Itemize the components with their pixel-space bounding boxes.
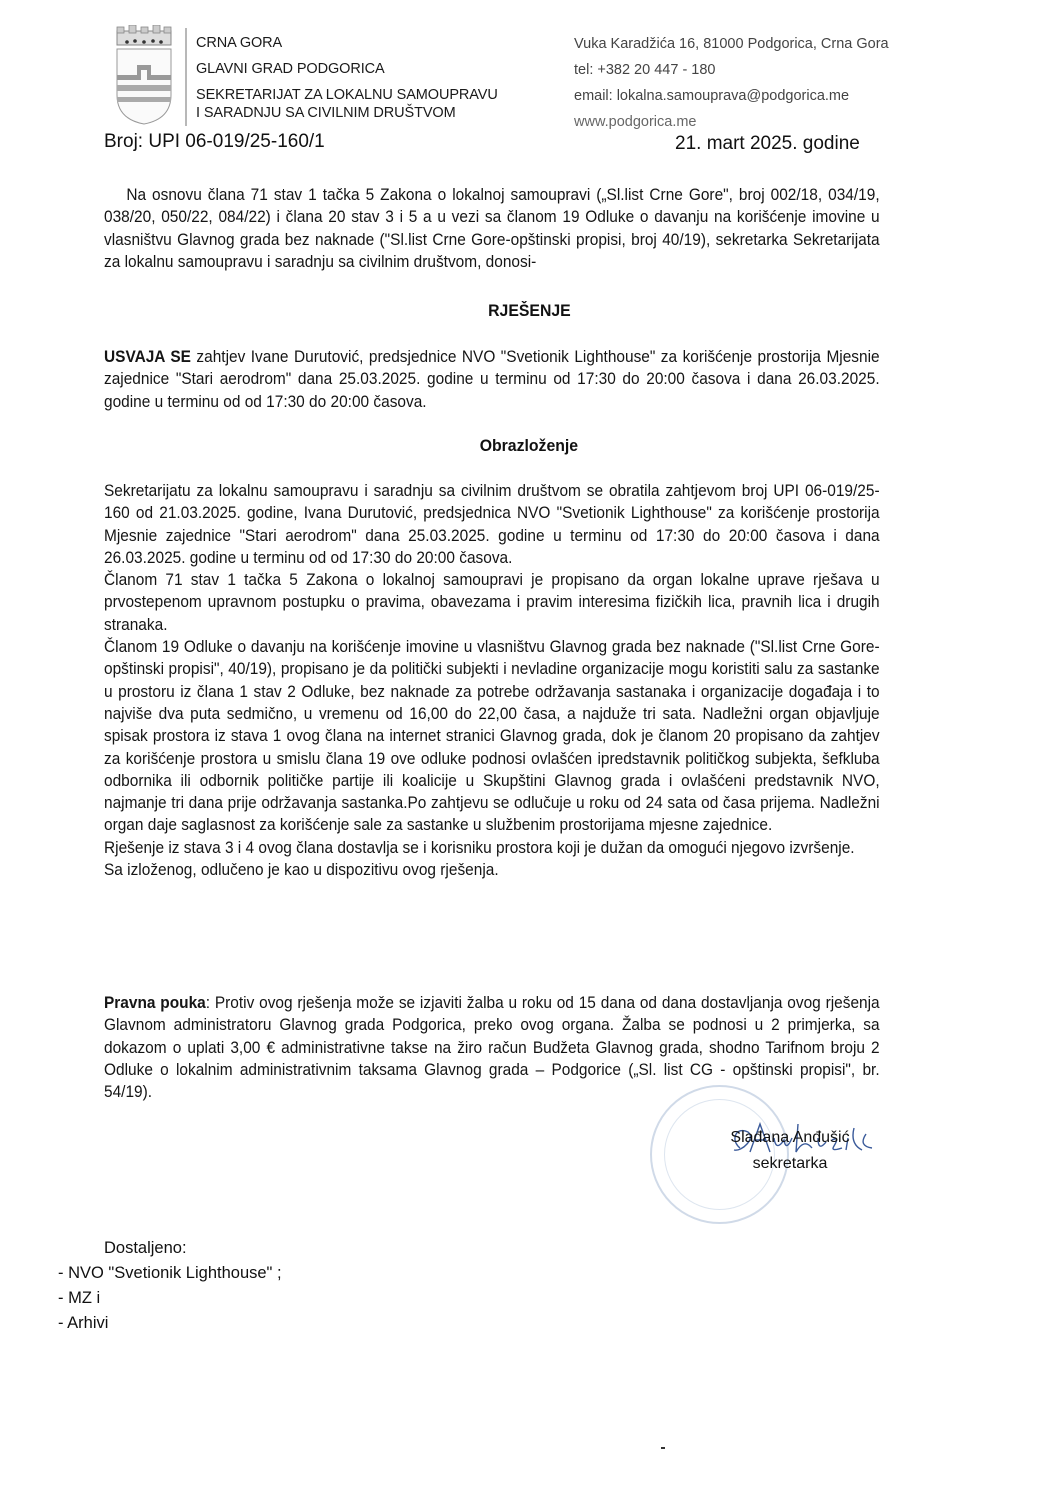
reasoning-paragraph-2: Članom 71 stav 1 tačka 5 Zakona o lokalnoj samoupravi je propisano da organ lokalne uprave rješava u prvostepenom upravnom postupku o pravima, obavezama i pravim interesima fizičkih lica, pravnih lica i drugih stranaka. (104, 570, 880, 634)
reasoning-title: Obrazloženje (479, 436, 579, 455)
preamble (104, 184, 880, 273)
distribution-item: - MZ i (58, 1289, 101, 1307)
legal-notice-text (104, 992, 880, 1103)
signatory-role: sekretarka (752, 1155, 828, 1172)
reference-number: Broj: UPI 06-019/25-160/1 (104, 131, 325, 152)
signature-block (700, 1125, 880, 1177)
reasoning-section (104, 480, 880, 881)
reasoning-paragraph-5: Sa izloženog, odlučeno je kao u dispozitivu ovog rješenja. (104, 860, 499, 880)
preamble-text: Na osnovu člana 71 stav 1 tačka 5 Zakona o lokalnoj samoupravi („Sl.list Crne Gore", broj 002/18, 034/19, 038/20, 050/22, 084/22) i člana 20 stav 3 i 5 a u vezi sa članom 19 Odluke o davanju na korišćenje imovine u vlasništvu Glavnog grada bez naknade ("Sl.list Crne Gore-opštinski propisi, broj 40/19), sekretarka Sekretarijata za lokalnu samoupravu i saradnju sa civilnim društvom, donosi- (104, 185, 880, 271)
signatory-name: Slađana Anđušić (730, 1129, 850, 1146)
decision-body: zahtjev Ivane Durutović, predsjednice NVO "Svetionik Lighthouse" za korišćenje prostorija Mjesnie zajednice "Stari aerodrom" dana 25.03.2025. godine u terminu od 17:30 do 20:00 časova i dana 26.03.2025. godine u terminu od od 17:30 do 20:00 časova. (104, 347, 880, 411)
country-name: CRNA GORA (196, 35, 283, 51)
email[interactable]: email: lokalna.samouprava@podgorica.me (574, 88, 850, 104)
website[interactable]: www.podgorica.me (574, 114, 697, 130)
city-name: GLAVNI GRAD PODGORICA (196, 61, 385, 77)
decision-lead: USVAJA SE (104, 347, 191, 366)
document-date: 21. mart 2025. godine (675, 133, 860, 154)
decision-title: RJEŠENJE (487, 301, 571, 320)
distribution-item: - Arhivi (58, 1314, 109, 1332)
secretariat-name-line1: SEKRETARIJAT ZA LOKALNU SAMOUPRAVU (196, 87, 498, 103)
reasoning-paragraph-1: Sekretarijatu za lokalnu samoupravu i saradnju sa civilnim društvom se obratila zahtjevom broj UPI 06-019/25-160 od 21.03.2025. godine, Ivana Durutović, predsjednica NVO "Svetionik Lighthouse" za korišćenje prostorija Mjesnie zajednice "Stari aerodrom" dana 25.03.2025. godine u terminu od 17:30 do 20:00 časova i dana 26.03.2025. godine u terminu od od 17:30 do 20:00 časova. (104, 481, 880, 567)
phone: tel: +382 20 447 - 180 (574, 62, 716, 78)
letterhead-divider (185, 28, 187, 126)
legal-notice (104, 992, 880, 1103)
distribution-heading: Dostaljeno: (104, 1239, 187, 1257)
address: Vuka Karadžića 16, 81000 Podgorica, Crna Gora (574, 36, 889, 52)
reasoning-paragraph-4: Rješenje iz stava 3 i 4 ovog člana dostavlja se i korisniku prostora koji je dužan da omogući njegovo izvršenje. (104, 837, 855, 857)
decision-text (104, 346, 880, 413)
distribution-list (58, 1236, 282, 1336)
distribution-item: - NVO "Svetionik Lighthouse" ; (58, 1264, 282, 1282)
letterhead-contact (574, 31, 889, 135)
legal-notice-body: : Protiv ovog rješenja može se izjaviti žalba u roku od 15 dana od dana dostavljanja ovog rješenja Glavnom administratoru Glavnog grada Podgorica, preko ovog organa. Žalba se podnosi u 2 primjerka, sa dokazom o uplati 3,00 € administrativne takse na žiro račun Budžeta Glavnog grada, shodno Tarifnom broju 2 Odluke o lokalnim administrativnim taksama Glavnog grada – Podgorice („Sl. list CG - opštinski propisi", br. 54/19). (104, 993, 880, 1102)
reasoning-paragraph-3: Članom 19 Odluke o davanju na korišćenje imovine u vlasništvu Glavnog grada bez naknade ("Sl.list Crne Gore-opštinski propisi", 40/19), propisano je da politički subjekti i nevladine organizacije mogu koristiti salu za sastanke u prostoru iz člana 1 stav 2 Odluke, bez naknade za potrebe održavanja sastanaka i organizacije događaja i to najviše dva puta sedmično, u vremenu od 16,00 do 22,00 časa, a najduže tri sata. Nadležni organ objavljuje spisak prostora iz stava 1 ovog člana na internet stranici Glavnog grada, dok je članom 20 propisano da zahtjev za korišćenje prostora u smislu člana 19 ove odluke podnosi ovlašćen ipredstavnik političkog subjekta, šefkluba odbornika ili odbornik političke partije ili koalicije u Skupštini Glavnog grada i ovlašćeni predstavnik NVO, najmanje tri dana prije održavanja sastanka.Po zahtjevu se odlučuje u roku od 24 sata od časa prijema. Nadležni organ daje saglasnost za korišćenje sale za sastanke u službenim prostorijama mjesne zajednice. (104, 637, 880, 835)
letterhead-institution (196, 30, 498, 122)
decision-operative (104, 346, 880, 413)
coat-of-arms-icon (113, 25, 175, 125)
scan-artifact (661, 1447, 665, 1449)
secretariat-name-line2: I SARADNJU SA CIVILNIM DRUŠTVOM (196, 105, 456, 121)
legal-notice-lead: Pravna pouka (104, 993, 206, 1012)
